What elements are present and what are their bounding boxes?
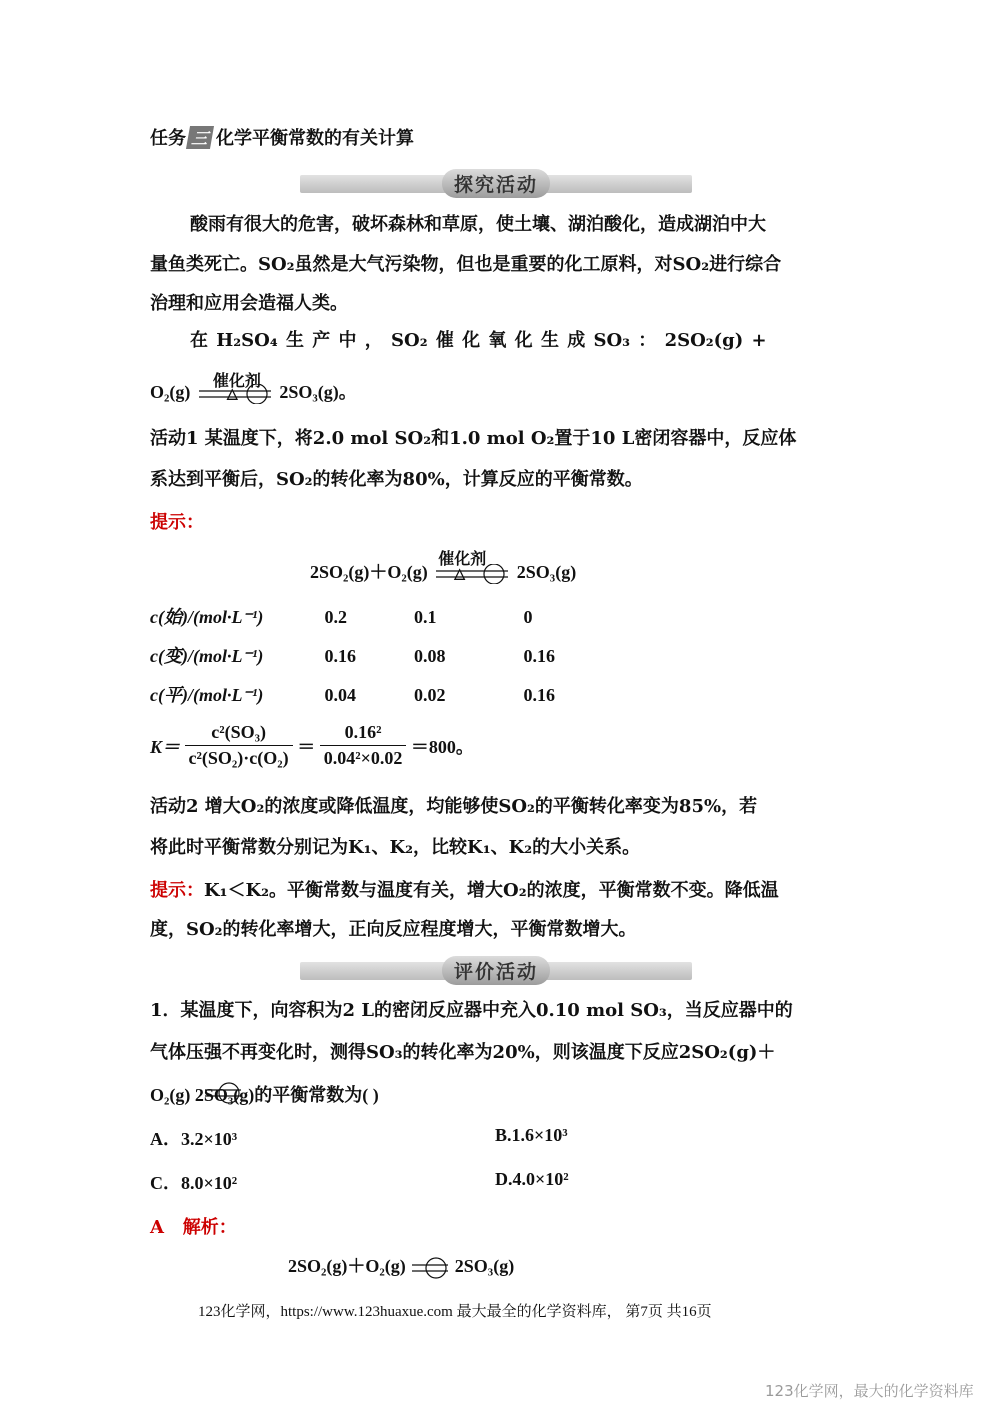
banner-label: 评价活动: [442, 956, 550, 985]
hint-text: K₁＜K₂。平衡常数与温度有关，增大O₂的浓度，平衡常数不变。降低温: [204, 880, 779, 901]
reversible-arrow-icon: [410, 1257, 450, 1279]
row-value: 0.16: [523, 685, 555, 705]
intro-line-2: 量鱼类死亡。SO₂虽然是大气污染物，但也是重要的化工原料，对SO₂进行综合: [150, 254, 782, 275]
row-value: 0.16: [523, 646, 555, 666]
answer-letter: A: [150, 1217, 164, 1238]
equilibrium-arrow-icon: [195, 372, 275, 404]
table-reactants: 2SO₂(g)＋O₂(g): [310, 562, 428, 582]
hint-label: 提示：: [150, 512, 204, 533]
question-1-text: O₂(g) 2SO₃(g)的平衡常数为( ): [150, 1085, 379, 1105]
production-line: 在 H₂SO₄ 生 产 中 ， SO₂ 催 化 氧 化 生 成 SO₃ ： 2SO₂(g) +: [190, 330, 767, 351]
row-value: 0.02: [414, 685, 446, 705]
reversible-arrow-icon: [203, 1082, 243, 1104]
table-product: 2SO₃(g): [516, 562, 577, 582]
option-b[interactable]: B.1.6×10³: [495, 1125, 568, 1145]
reversible-arrow-icon: [432, 564, 512, 584]
catalyst-label: 催化剂: [438, 550, 487, 568]
intro-line-1: 酸雨有很大的危害，破坏森林和草原，使土壤、湖泊酸化，造成湖泊中大: [190, 214, 766, 235]
hint-2-line-1: [150, 876, 779, 902]
final-equation: [288, 1252, 514, 1279]
fraction-numerator: 0.16²: [320, 722, 407, 746]
watermark: 123化学网，最大的化学资料库: [765, 1382, 974, 1400]
task-title: 化学平衡常数的有关计算: [216, 128, 415, 149]
activity-2-line-2: 将此时平衡常数分别记为K₁、K₂，比较K₁、K₂的大小关系。: [150, 837, 641, 858]
k-formula: [150, 722, 474, 769]
row-value: 0.1: [414, 607, 437, 627]
catalyst-label: 催化剂: [212, 372, 261, 390]
section-banner-explore: [300, 174, 692, 196]
product-so3: 2SO₃(g)。: [279, 382, 357, 402]
row-value: 0.2: [324, 607, 347, 627]
fraction-denominator: 0.04²×0.02: [323, 748, 403, 768]
answer-label: 解析：: [182, 1217, 237, 1238]
heat-symbol: △: [226, 386, 238, 402]
intro-line-3: 治理和应用会造福人类。: [150, 293, 348, 314]
table-row: [150, 681, 555, 707]
final-reactants: 2SO₂(g)＋O₂(g): [288, 1256, 406, 1276]
question-1-line-2: 气体压强不再变化时，测得SO₃的转化率为20%，则该温度下反应2SO₂(g)＋: [150, 1042, 776, 1063]
k-symbol: K＝: [150, 736, 181, 757]
row-value: 0.16: [324, 646, 356, 666]
activity-2-line-1: 活动2 增大O₂的浓度或降低温度，均能够使SO₂的平衡转化率变为85%，若: [150, 796, 758, 817]
fraction-denominator: c²(SO₂)·c(O₂): [188, 748, 289, 768]
row-label: c(平)/(mol·L⁻¹): [150, 685, 264, 705]
row-value: 0.04: [324, 685, 356, 705]
reversible-arrow-icon: [195, 384, 275, 404]
table-row: [150, 603, 533, 629]
task-number-badge: 三: [186, 126, 214, 149]
hint-2-line-2: 度，SO₂的转化率增大，正向反应程度增大，平衡常数增大。: [150, 919, 637, 940]
banner-label: 探究活动: [442, 169, 550, 198]
fraction-numerator: c²(SO₃): [185, 722, 293, 746]
fraction-2: [320, 722, 407, 769]
row-value: 0: [523, 607, 533, 627]
hint-label: 提示：: [150, 880, 204, 901]
table-equation: [310, 550, 577, 584]
activity-1-line-2: 系达到平衡后，SO₂的转化率为80%，计算反应的平衡常数。: [150, 469, 643, 490]
option-a[interactable]: A．3.2×10³: [150, 1129, 238, 1149]
fraction-1: [185, 722, 293, 769]
answer-line: [150, 1213, 237, 1239]
row-label: c(变)/(mol·L⁻¹): [150, 646, 264, 666]
task-prefix: 任务: [150, 128, 186, 149]
heat-symbol: △: [454, 566, 466, 582]
option-d[interactable]: D.4.0×10²: [495, 1169, 569, 1189]
row-value: 0.08: [414, 646, 446, 666]
equilibrium-arrow-icon: [432, 550, 512, 584]
row-label: c(始)/(mol·L⁻¹): [150, 607, 264, 627]
reactant-o2: O₂(g): [150, 382, 191, 402]
reaction-1: [150, 372, 357, 404]
table-row: [150, 642, 555, 668]
equals-sign: ＝: [297, 736, 316, 757]
page-footer: 123化学网，https://www.123huaxue.com 最大最全的化学资料库， 第7页 共16页: [198, 1304, 712, 1320]
activity-1-line-1: 活动1 某温度下，将2.0 mol SO₂和1.0 mol O₂置于10 L密闭容器中，反应体: [150, 428, 797, 449]
question-1-line-1: 1．某温度下，向容积为2 L的密闭反应器中充入0.10 mol SO₃，当反应器中的: [150, 1000, 793, 1021]
final-product: 2SO₃(g): [454, 1256, 515, 1276]
k-result: ＝800。: [410, 736, 474, 757]
question-1-line-3: [150, 1081, 379, 1107]
task-heading: [150, 124, 414, 150]
option-c[interactable]: C．8.0×10²: [150, 1173, 238, 1193]
section-banner-evaluate: [300, 961, 692, 983]
